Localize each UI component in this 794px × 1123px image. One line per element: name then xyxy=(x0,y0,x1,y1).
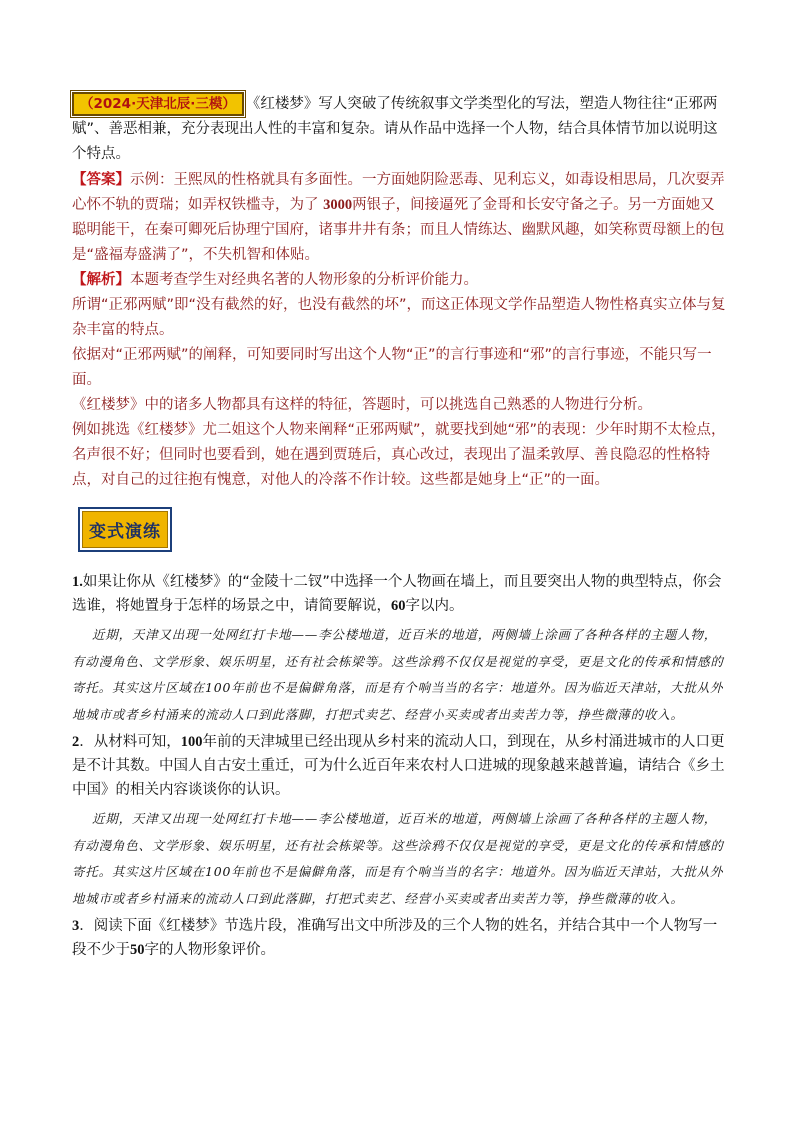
answer-label: 【答案】 xyxy=(72,172,130,188)
analysis-text-1: 本题考查学生对经典名著的人物形象的分析评价能力。 xyxy=(130,272,478,288)
question-2 xyxy=(72,730,728,802)
question-3-number: 3 xyxy=(72,918,80,934)
question-3-text-a: ．阅读下面《红楼梦》节选片段，准确写出文中所涉及的三个人物的姓名，并结合其中一个人物写一段不少于 xyxy=(72,918,718,958)
answer-text-a: 示例：王熙凤的性格就具有多面性。一方面她阴险恶毒、见利忘义，如毒设相思局，几次耍弄心怀不轨的贾瑞；如弄权铁槛寺，为了 xyxy=(72,172,725,213)
question-3 xyxy=(72,914,728,962)
material-passage-1: 近期，天津又出现一处网红打卡地——李公楼地道，近百米的地道，两侧墙上涂画了各种各样的主题人物，有动漫角色、文学形象、娱乐明星，还有社会栋梁等。这些涂鸦不仅仅是视觉的享受，更是文化的传承和情感的寄托。其实这片区域在100年前也不是偏僻角落，而是有个响当当的名字：地道外。因为临近天津站，大批从外地城市或者乡村涌来的流动人口到此落脚，打把式卖艺、经营小买卖或者出卖苦力等，挣些微薄的收入。 xyxy=(72,627,724,722)
answer-number: 3000 xyxy=(323,197,353,213)
analysis-label: 【解析】 xyxy=(72,272,130,288)
question-2-text-a: ．从材料可知， xyxy=(79,734,181,750)
answer-text-b: 两银子，间接逼死了金哥和长安守备之子。另一方面她又聪明能干，在秦可卿死后协理宁国府，诸事井井有条；而且人情练达、幽默风趣，如笑称贾母额上的包是“盛福寿盛满了”，不失机智和体贴。 xyxy=(72,197,725,263)
question-2-number: 2 xyxy=(72,734,80,750)
material-passage-2: 近期，天津又出现一处网红打卡地——李公楼地道，近百米的地道，两侧墙上涂画了各种各样的主题人物，有动漫角色、文学形象、娱乐明星，还有社会栋梁等。这些涂鸦不仅仅是视觉的享受，更是文化的传承和情感的寄托。其实这片区域在100年前也不是偏僻角落，而是有个响当当的名字：地道外。因为临近天津站，大批从外地城市或者乡村涌来的流动人口到此落脚，打把式卖艺、经营小买卖或者出卖苦力等，挣些微薄的收入。 xyxy=(72,811,724,906)
question-3-text-b: 字的人物形象评价。 xyxy=(144,942,275,958)
question-2-year: 100 xyxy=(180,734,203,750)
section-title: 变式演练 xyxy=(82,511,168,548)
question-1-text-b: 字以内。 xyxy=(405,598,464,614)
question-1-number: 1. xyxy=(72,574,83,590)
question-2-text-b: 年前的天津城里已经出现从乡村来的流动人口，到现在，从乡村涌进城市的人口更是不计其数。中国人自古安土重迁，可为什么近百年来农村人口进城的现象越来越普遍，请结合《乡土中国》的相关内容谈谈你的认识。 xyxy=(72,734,725,798)
question-3-limit: 50 xyxy=(130,942,145,958)
source-tag-text: （2024·天津北辰·三模） xyxy=(80,96,236,112)
question-1 xyxy=(72,570,728,618)
intro-question xyxy=(72,92,728,167)
section-heading xyxy=(78,507,172,552)
source-tag xyxy=(72,92,244,116)
question-1-limit: 60 xyxy=(391,598,406,614)
analysis-line-1 xyxy=(72,268,728,293)
intro-question-text: 《红楼梦》写人突破了传统叙事文学类型化的写法，塑造人物往往“正邪两赋”、善恶相兼，充分表现出人性的丰富和复杂。请从作品中选择一个人物，结合具体情节加以说明这个特点。 xyxy=(72,96,718,162)
analysis-line-4: 《红楼梦》中的诸多人物都具有这样的特征，答题时，可以挑选自己熟悉的人物进行分析。 xyxy=(72,397,652,413)
question-1-text-a: 如果让你从《红楼梦》的“金陵十二钗”中选择一个人物画在墙上，而且要突出人物的典型特点，你会选谁，将她置身于怎样的场景之中，请简要解说， xyxy=(72,574,722,614)
analysis-line-2: 所谓“正邪两赋”即“没有截然的好，也没有截然的坏”，而这正体现文学作品塑造人物性格真实立体与复杂丰富的特点。 xyxy=(72,297,726,338)
analysis-line-5: 例如挑选《红楼梦》尤二姐这个人物来阐释“正邪两赋”，就要找到她“邪”的表现：少年时期不太检点，名声很不好；但同时也要看到，她在遇到贾琏后，真心改过，表现出了温柔敦厚、善良隐忍的性格特点，对自己的过往抱有愧意，对他人的冷落不作计较。这些都是她身上“正”的一面。 xyxy=(72,422,726,488)
answer-block xyxy=(72,168,728,268)
analysis-line-3: 依据对“正邪两赋”的阐释，可知要同时写出这个人物“正”的言行事迹和“邪”的言行事迹，不能只写一面。 xyxy=(72,347,712,388)
document-page xyxy=(72,92,728,962)
